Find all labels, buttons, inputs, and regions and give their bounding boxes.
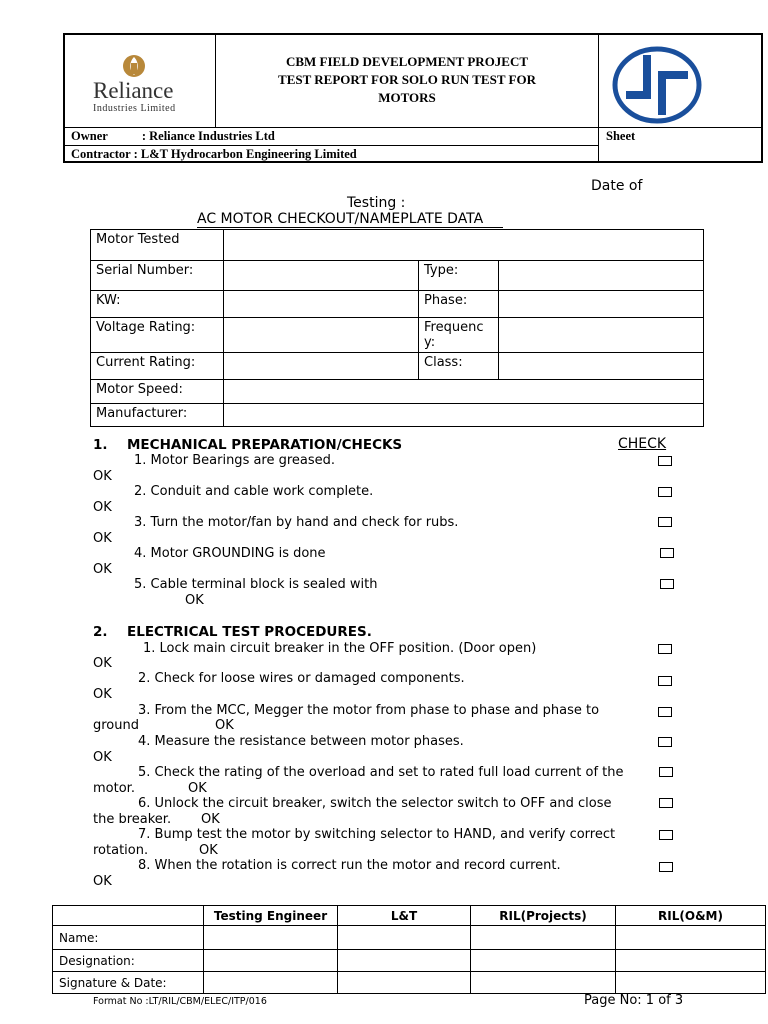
elec-item-5: 5. Check the rating of the overload and set to rated full load current of the [138,765,624,780]
frequency-value[interactable] [499,318,704,353]
sign-cell[interactable] [471,926,616,950]
elec-item-8-checkbox[interactable] [659,862,673,872]
title-line-1: CBM FIELD DEVELOPMENT PROJECT [285,54,529,69]
sheet-label: Sheet [606,129,636,143]
manufacturer-label: Manufacturer: [91,404,224,427]
mech-item-1-ok: OK [93,469,112,484]
check-column-label: CHECK [618,436,667,452]
mech-item-2: 2. Conduit and cable work complete. [134,484,374,499]
elec-item-8-ok: OK [93,874,112,889]
phase-value[interactable] [499,291,704,318]
elec-item-2-checkbox[interactable] [658,676,672,686]
elec-item-3: 3. From the MCC, Megger the motor from phase to phase and phase to [138,703,600,718]
elec-item-7-cont: rotation. [93,843,149,858]
voltage-rating-value[interactable] [224,318,419,353]
sign-cell[interactable] [616,950,766,972]
class-label: Class: [419,353,499,380]
elec-item-6-ok: OK [201,812,220,827]
company-name: Reliance [93,78,174,103]
sign-row-signature-date: Signature & Date: [53,972,204,994]
sign-cell[interactable] [471,972,616,994]
elec-item-3-cont: ground [93,718,139,733]
nameplate-title: AC MOTOR CHECKOUT/NAMEPLATE DATA [197,212,503,228]
nameplate-table [90,229,704,427]
elec-item-6-cont: the breaker. [93,812,172,827]
sign-cell[interactable] [204,950,338,972]
signature-table [52,905,766,994]
sign-header-ril-om: RIL(O&M) [616,906,766,926]
sign-cell[interactable] [338,972,471,994]
owner-value: : Reliance Industries Ltd [141,129,275,143]
elec-item-4-ok: OK [93,750,112,765]
sign-cell[interactable] [204,972,338,994]
report-title [217,53,597,107]
owner-row [71,129,275,144]
kw-value[interactable] [224,291,419,318]
elec-item-3-ok: OK [215,718,234,733]
sign-cell[interactable] [616,972,766,994]
mech-item-2-checkbox[interactable] [658,487,672,497]
mech-item-1: 1. Motor Bearings are greased. [134,453,336,468]
mech-item-3-ok: OK [93,531,112,546]
mech-item-4: 4. Motor GROUNDING is done [134,546,326,561]
sign-row-designation: Designation: [53,950,204,972]
mech-item-5-checkbox[interactable] [660,579,674,589]
company-sub: Industries Limited [93,103,176,114]
serial-number-value[interactable] [224,261,419,291]
sign-row-name: Name: [53,926,204,950]
mech-item-1-checkbox[interactable] [658,456,672,466]
mech-item-3: 3. Turn the motor/fan by hand and check for rubs. [134,515,459,530]
section1-number: 1. [93,437,108,453]
sign-header-lt: L&T [338,906,471,926]
motor-tested-label: Motor Tested [91,230,224,261]
mech-item-3-checkbox[interactable] [658,517,672,527]
kw-label: KW: [91,291,224,318]
voltage-rating-label: Voltage Rating: [91,318,224,353]
sign-header-blank [53,906,204,926]
sign-header-testing-engineer: Testing Engineer [204,906,338,926]
elec-item-5-cont: motor. [93,781,135,796]
elec-item-1: 1. Lock main circuit breaker in the OFF position. (Door open) [143,641,537,656]
motor-speed-label: Motor Speed: [91,380,224,404]
section1-title: MECHANICAL PREPARATION/CHECKS [127,437,403,453]
page-number: Page No: 1 of 3 [584,993,684,1008]
sign-cell[interactable] [471,950,616,972]
mech-item-5: 5. Cable terminal block is sealed with [134,577,378,592]
sign-header-ril-projects: RIL(Projects) [471,906,616,926]
motor-tested-value[interactable] [224,230,704,261]
sign-cell[interactable] [204,926,338,950]
title-line-3: MOTORS [378,90,436,105]
elec-item-8: 8. When the rotation is correct run the motor and record current. [138,858,561,873]
title-line-2: TEST REPORT FOR SOLO RUN TEST FOR [278,72,536,87]
elec-item-7-checkbox[interactable] [659,830,673,840]
motor-speed-value[interactable] [224,380,704,404]
type-label: Type: [419,261,499,291]
elec-item-4: 4. Measure the resistance between motor phases. [138,734,464,749]
sign-cell[interactable] [338,950,471,972]
mech-item-2-ok: OK [93,500,112,515]
manufacturer-value[interactable] [224,404,704,427]
elec-item-6: 6. Unlock the circuit breaker, switch the selector switch to OFF and close [138,796,612,811]
current-rating-value[interactable] [224,353,419,380]
mech-item-4-ok: OK [93,562,112,577]
elec-item-6-checkbox[interactable] [659,798,673,808]
testing-label: Testing : [347,195,406,211]
reliance-logo [85,50,205,118]
elec-item-7-ok: OK [199,843,218,858]
section2-number: 2. [93,624,108,640]
elec-item-3-checkbox[interactable] [658,707,672,717]
elec-item-2-ok: OK [93,687,112,702]
elec-item-2: 2. Check for loose wires or damaged components. [138,671,465,686]
mech-item-5-ok: OK [185,593,204,608]
serial-number-label: Serial Number: [91,261,224,291]
current-rating-label: Current Rating: [91,353,224,380]
elec-item-1-checkbox[interactable] [658,644,672,654]
frequency-label: Frequenc y: [419,318,499,353]
class-value[interactable] [499,353,704,380]
elec-item-7: 7. Bump test the motor by switching selector to HAND, and verify correct [138,827,616,842]
mech-item-4-checkbox[interactable] [660,548,674,558]
date-label: Date of [591,178,643,194]
elec-item-5-checkbox[interactable] [659,767,673,777]
owner-label: Owner [71,129,108,143]
format-number: Format No :LT/RIL/CBM/ELEC/ITP/016 [93,996,267,1007]
elec-item-5-ok: OK [188,781,207,796]
elec-item-4-checkbox[interactable] [658,737,672,747]
sign-cell[interactable] [616,926,766,950]
phase-label: Phase: [419,291,499,318]
elec-item-1-ok: OK [93,656,112,671]
sign-cell[interactable] [338,926,471,950]
type-value[interactable] [499,261,704,291]
contractor-row: Contractor : L&T Hydrocarbon Engineering Limited [71,147,357,161]
lt-logo [612,45,702,125]
section2-title: ELECTRICAL TEST PROCEDURES. [127,624,372,640]
